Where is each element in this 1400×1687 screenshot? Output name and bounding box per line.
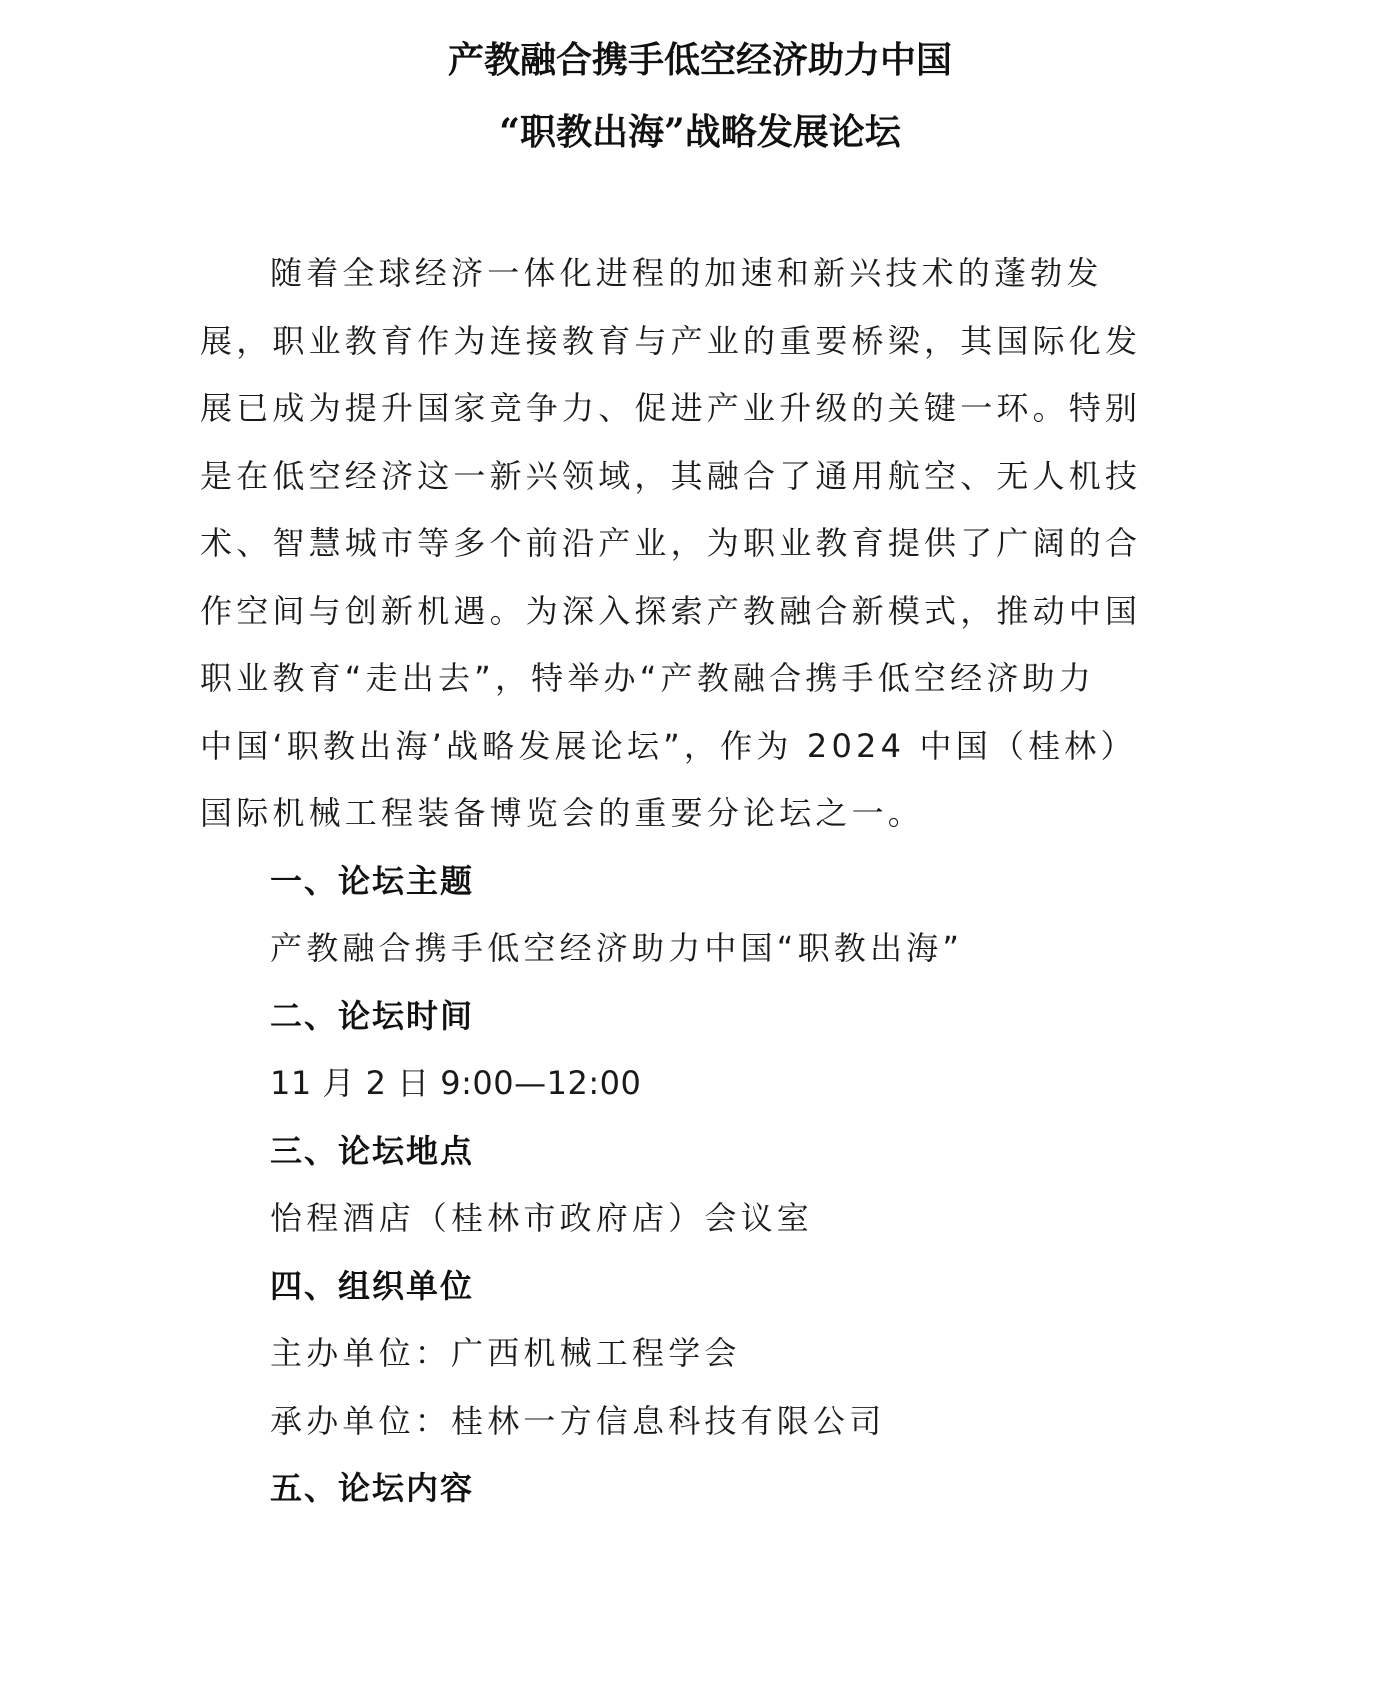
section-heading: 二、论坛时间 xyxy=(270,996,475,1035)
document-title-line-2: “职教出海”战略发展论坛 xyxy=(499,111,901,153)
section-theme xyxy=(200,848,1120,983)
intro-line: 职业教育“走出去”，特举办“产教融合携手低空经济助力 xyxy=(200,659,1095,697)
document-title-line-1: 产教融合携手低空经济助力中国 xyxy=(447,39,952,81)
intro-line: 国际机械工程装备博览会的重要分论坛之一。 xyxy=(200,794,925,832)
intro-paragraph xyxy=(200,240,1142,848)
section-heading: 五、论坛内容 xyxy=(270,1469,475,1507)
section-organizers xyxy=(200,1253,1120,1456)
intro-line: 作空间与创新机遇。为深入探索产教融合新模式，推动中国 xyxy=(200,591,1142,630)
document-body xyxy=(200,240,1142,1523)
section-heading: 一、论坛主题 xyxy=(270,861,475,900)
intro-line: 展，职业教育作为连接教育与产业的重要桥梁，其国际化发 xyxy=(200,321,1142,360)
intro-line: 随着全球经济一体化进程的加速和新兴技术的蓬勃发 xyxy=(270,254,1103,292)
section-heading: 四、组织单位 xyxy=(270,1266,475,1305)
organizer-host: 主办单位：广西机械工程学会 xyxy=(270,1334,741,1372)
section-text: 产教融合携手低空经济助力中国“职教出海” xyxy=(270,929,964,967)
section-heading: 三、论坛地点 xyxy=(270,1131,475,1170)
section-content xyxy=(200,1455,1120,1523)
organizer-undertaker: 承办单位：桂林一方信息科技有限公司 xyxy=(270,1401,886,1440)
section-text: 怡程酒店（桂林市政府店）会议室 xyxy=(270,1199,814,1237)
section-time xyxy=(200,983,1120,1118)
intro-line: 中国‘职教出海’战略发展论坛”，作为 2024 中国（桂林） xyxy=(200,726,1137,765)
section-location xyxy=(200,1118,1120,1253)
intro-line: 术、智慧城市等多个前沿产业，为职业教育提供了广阔的合 xyxy=(200,524,1142,562)
intro-line: 展已成为提升国家竞争力、促进产业升级的关键一环。特别 xyxy=(200,389,1142,427)
section-text: 11 月 2 日 9:00—12:00 xyxy=(270,1064,642,1102)
intro-line: 是在低空经济这一新兴领域，其融合了通用航空、无人机技 xyxy=(200,456,1142,495)
